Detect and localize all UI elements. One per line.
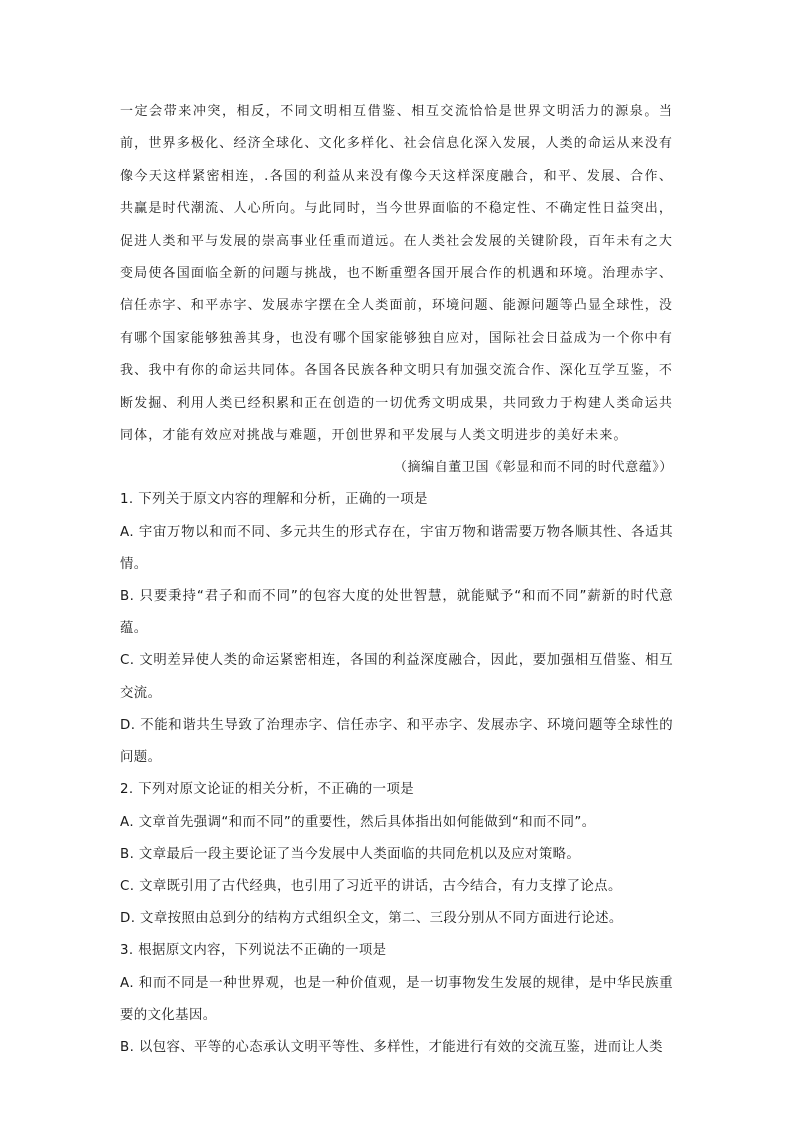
question-2 bbox=[120, 774, 673, 935]
option-a: A. 文章首先强调“和而不同”的重要性，然后具体指出如何能做到“和而不同”。 bbox=[120, 814, 596, 830]
option-d: D. 文章按照由总到分的结构方式组织全文，第二、三段分别从不同方面进行论述。 bbox=[120, 911, 623, 927]
document-page bbox=[120, 96, 673, 1064]
option-b: B. 以包容、平等的心态承认文明平等性、多样性，才能进行有效的交流互鉴，进而让人类 bbox=[120, 1039, 663, 1055]
option-c: C. 文明差异使人类的命运紧密相连，各国的利益深度融合，因此，要加强相互借鉴、相互交流。 bbox=[120, 653, 673, 701]
option-b: B. 只要秉持“君子和而不同”的包容大度的处世智慧，就能赋予“和而不同”薪新的时代意蕴。 bbox=[120, 589, 673, 637]
passage-text: 一定会带来冲突，相反，不同文明相互借鉴、相互交流恰恰是世界文明活力的源泉。当前，世界多极化、经济全球化、文化多样化、社会信息化深入发展，人类的命运从来没有像今天这样紧密相连，.各国的利益从来没有像今天这样深度融合，和平、发展、合作、共赢是时代潮流、人心所向。与此同时，当今世界面临的不稳定性、不确定性日益突出，促进人类和平与发展的崇高事业任重而道远。在人类社会发展的关键阶段，百年未有之大变局使各国面临全新的问题与挑战，也不断重塑各国开展合作的机遇和环境。治理赤字、信任赤字、和平赤字、发展赤字摆在全人类面前，环境问题、能源问题等凸显全球性，没有哪个国家能够独善其身，也没有哪个国家能够独自应对，国际社会日益成为一个你中有我、我中有你的命运共同体。各国各民族各种文明只有加强交流合作、深化互学互鉴，不断发掘、利用人类已经积累和正在创造的一切优秀文明成果，共同致力于构建人类命运共同体，才能有效应对挑战与难题，开创世界和平发展与人类文明进步的美好未来。 bbox=[120, 104, 673, 444]
option-d: D. 不能和谐共生导致了治理赤字、信任赤字、和平赤字、发展赤字、环境问题等全球性的问题。 bbox=[120, 717, 673, 766]
option-a: A. 宇宙万物以和而不同、多元共生的形式存在，宇宙万物和谐需要万物各顺其性、各适其情。 bbox=[120, 524, 673, 572]
question-3 bbox=[120, 935, 673, 1064]
question-stem: 2. 下列对原文论证的相关分析，不正确的一项是 bbox=[120, 782, 415, 798]
option-a: A. 和而不同是一种世界观，也是一种价值观，是一切事物发生发展的规律，是中华民族重要的文化基因。 bbox=[120, 975, 673, 1023]
question-stem: 3. 根据原文内容，下列说法不正确的一项是 bbox=[120, 943, 387, 959]
option-c: C. 文章既引用了古代经典，也引用了习近平的讲话，古今结合，有力支撑了论点。 bbox=[120, 878, 622, 894]
question-stem: 1. 下列关于原文内容的理解和分析，正确的一项是 bbox=[120, 492, 428, 508]
source-citation: （摘编自董卫国《彰显和而不同的时代意蕴》） bbox=[393, 460, 673, 476]
option-b: B. 文章最后一段主要论证了当今发展中人类面临的共同危机以及应对策略。 bbox=[120, 846, 581, 862]
question-1 bbox=[120, 484, 673, 774]
